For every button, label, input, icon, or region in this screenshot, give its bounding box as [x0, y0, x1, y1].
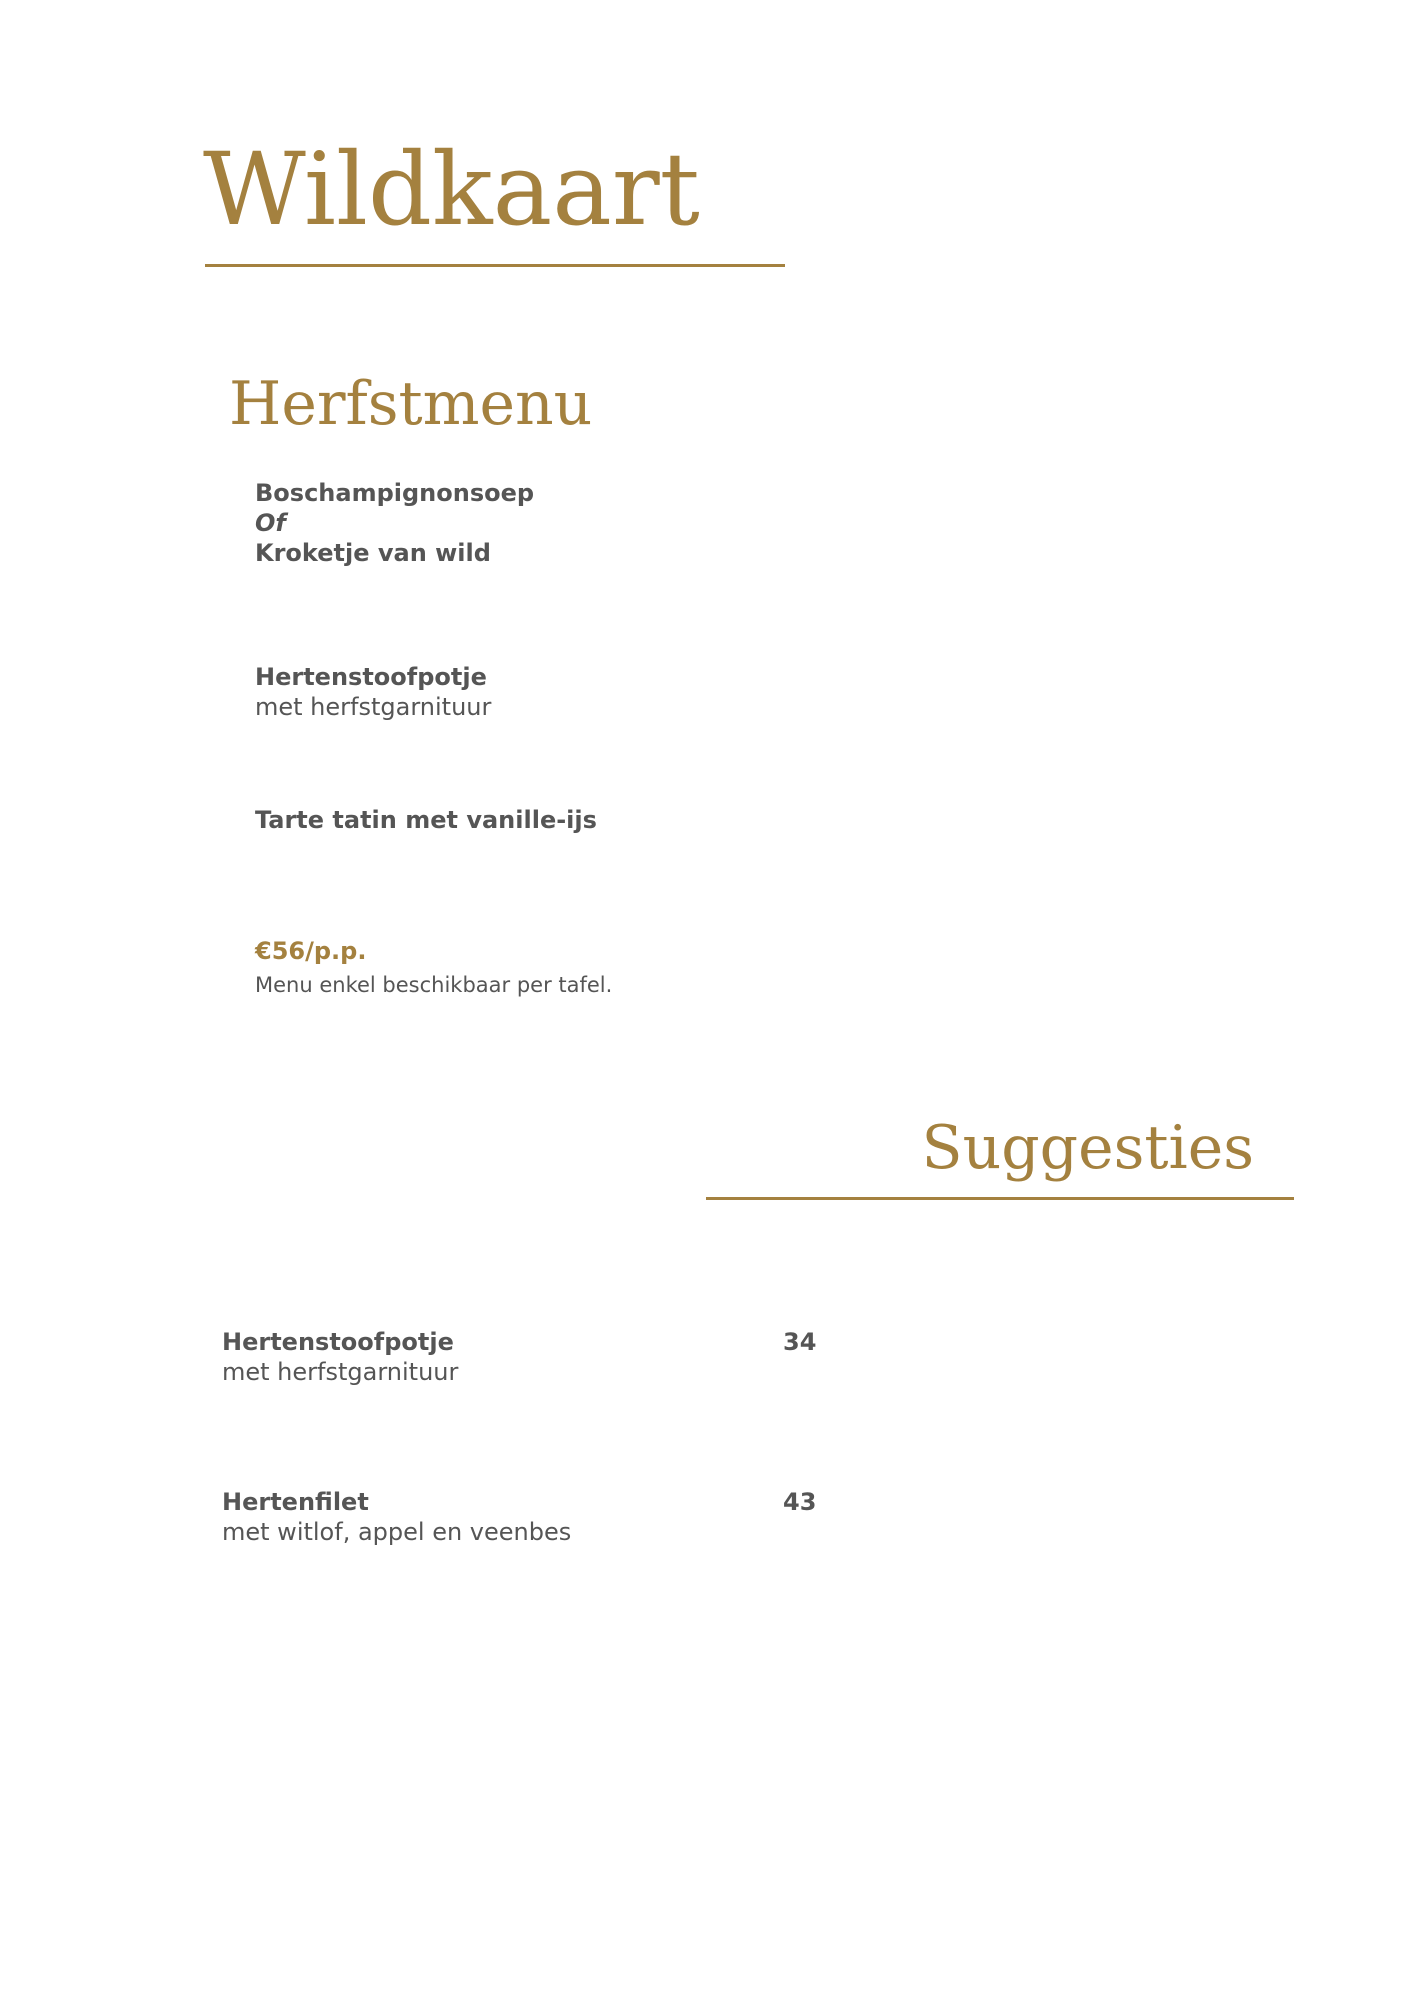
menu-course-main: [255, 662, 491, 722]
herfstmenu-title: Herfstmenu: [229, 369, 593, 439]
menu-price: €56/p.p.: [255, 937, 367, 965]
starter-option-2: Kroketje van wild: [255, 539, 491, 567]
suggestion-price: 34: [783, 1328, 817, 1356]
title-divider: [205, 264, 785, 267]
starter-or-label: Of: [255, 509, 286, 537]
menu-price-note: Menu enkel beschikbaar per tafel.: [255, 973, 613, 997]
dessert-name: Tarte tatin met vanille-ijs: [255, 806, 597, 834]
suggestion-name: Hertenstoofpotje: [222, 1328, 454, 1356]
menu-course-dessert: [255, 805, 597, 835]
menu-course-starter: [255, 478, 534, 568]
list-item: [222, 1487, 822, 1547]
main-course-name: Hertenstoofpotje: [255, 663, 487, 691]
suggestion-description: met herfstgarnituur: [222, 1358, 459, 1386]
starter-option-1: Boschampignonsoep: [255, 479, 535, 507]
suggesties-divider: [706, 1197, 1294, 1200]
page-title: Wildkaart: [203, 131, 700, 248]
main-course-description: met herfstgarnituur: [255, 693, 492, 721]
suggesties-title: Suggesties: [921, 1113, 1254, 1183]
list-item: [222, 1327, 822, 1387]
suggestion-price: 43: [783, 1488, 817, 1516]
suggestion-description: met witlof, appel en veenbes: [222, 1518, 572, 1546]
suggestion-name: Hertenfilet: [222, 1488, 369, 1516]
